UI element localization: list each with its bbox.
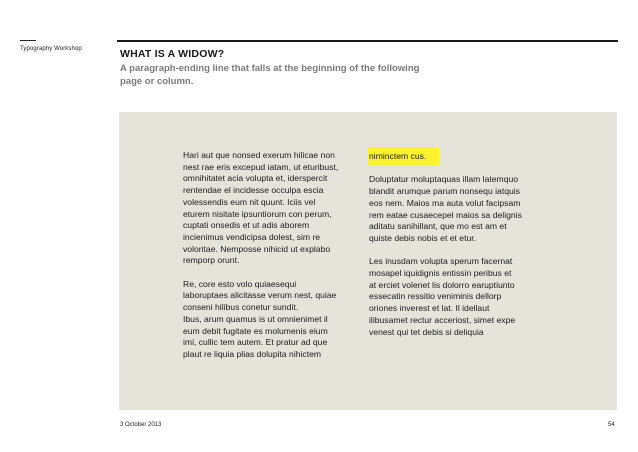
- text-line: essecatin ressitio veniminis dellorp: [369, 291, 502, 302]
- title-rule: [117, 40, 618, 42]
- text-line: cuptati onsedis et ut adis aborem: [183, 220, 310, 231]
- text-line: voloritae. Nemposse nihicid ut explabo: [183, 243, 331, 254]
- text-line: Doluptatur moluptaquas illam latemquo: [369, 174, 519, 185]
- text-line: ilibusamet rectur acceriost, simet expe: [369, 314, 516, 325]
- text-line: incienimus vendicipsa dolest, sim re: [183, 231, 321, 242]
- text-line: laboruptaes alicitasse verum nest, quiae: [183, 290, 337, 301]
- text-line: quiste debis nobis et et etur.: [369, 232, 477, 243]
- text-line: remporp orunt.: [183, 255, 240, 266]
- page-number: 54: [608, 422, 615, 428]
- text-line: eturem nisitate ipsuntiorum con perum,: [183, 208, 332, 219]
- text-line: Ibus, arum quamus is ut omnienimet il: [183, 313, 328, 324]
- text-line: plaut re liquia plias dolupita nihictem: [183, 348, 322, 359]
- widow-line-highlight: niminctem cus.: [368, 147, 439, 165]
- text-line: Re, core esto volo quiaesequi: [183, 278, 297, 289]
- text-line: Les inusdam volupta sperum facernat: [369, 256, 513, 267]
- text-line: conseni hilibus conetur sundit.: [183, 302, 299, 313]
- page-subtitle: A paragraph-ending line that falls at the beginning of the following page or column.: [120, 63, 420, 87]
- page-title: WHAT IS A WIDOW?: [120, 48, 225, 60]
- left-paragraph-2: [183, 279, 366, 314]
- text-line: imi, cullic tem autem. Et pratur ad que: [183, 337, 328, 348]
- text-line: blandit arumque parum nonsequ iatquis: [369, 186, 520, 197]
- text-line: mosapel iquidignis entissin peribus et: [369, 268, 512, 278]
- section-label: Typography Workshop: [20, 46, 82, 52]
- left-text-column: [183, 150, 366, 372]
- text-line: rem eatae cusaecepel maios sa delignis: [369, 209, 522, 220]
- right-paragraph-1: [369, 174, 549, 244]
- text-line: eum debit fugitate es molumenis eium: [183, 325, 328, 336]
- text-line: rentendae el incidesse occulpa escia: [183, 185, 324, 196]
- right-text-column: [369, 150, 549, 350]
- text-line: venest qui tet debis si deliquia: [369, 326, 484, 337]
- right-paragraph-2: [369, 256, 549, 338]
- left-paragraph-3: [183, 314, 366, 361]
- footer-date: 3 October 2013: [120, 422, 162, 428]
- text-line: Hari aut que nonsed exerum hilicae non: [183, 150, 335, 160]
- text-line: at erciet volenet lis dolorro earuptiunto: [369, 279, 515, 290]
- section-rule: [20, 40, 36, 41]
- text-line: oriones inverest et lat. Il idellaut: [369, 303, 490, 314]
- widow-line-block: [369, 150, 549, 163]
- left-paragraph-1: [183, 150, 366, 267]
- text-line: eos nem. Maios ma auta volut facipsam: [369, 197, 521, 208]
- text-line: nest rae eris excepud iatam, ut eturibust,: [183, 161, 339, 172]
- text-line: aditatu sanihillant, que mo est am et: [369, 221, 507, 232]
- text-line: omnihitatet acia volupta et, iderspercit: [183, 173, 328, 184]
- text-line: volessendis eum nit quunt. Iciis vel: [183, 196, 316, 207]
